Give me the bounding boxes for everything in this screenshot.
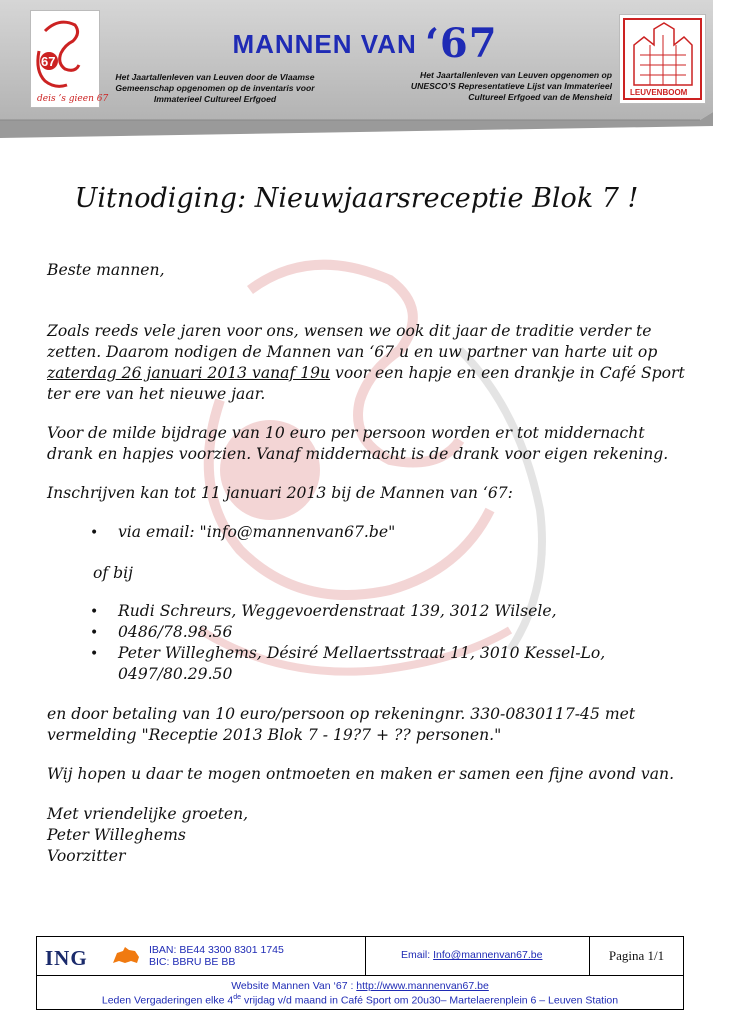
closing: Met vriendelijke groeten, — [47, 805, 249, 823]
paragraph-2-line-2: drank en hapjes voorzien. Vanaf middernacht is de drank voor eigen rekening. — [47, 445, 669, 463]
meetings-line — [37, 992, 683, 1007]
leuvenboom-logo — [619, 14, 706, 104]
bullet-phone-2: 0497/80.29.50 — [118, 665, 233, 683]
paragraph-4-line-2: vermelding "Receptie 2013 Blok 7 - 19?7 + ?? personen." — [47, 726, 502, 744]
footer-bank-cell — [37, 937, 366, 975]
of-bij: of bij — [93, 564, 133, 582]
signer-role: Voorzitter — [47, 847, 126, 865]
header-title — [200, 20, 530, 67]
bullet-marker: • — [90, 604, 99, 620]
greeting: Beste mannen, — [47, 261, 165, 279]
subtitle-right: Het Jaartallenleven van Leuven opgenomen op UNESCO’S Representatieve Lijst van Immaterieel Cultureel Erfgoed van de Mensheid — [410, 70, 612, 102]
page-number: Pagina 1/1 — [608, 948, 665, 963]
signer-name: Peter Willeghems — [47, 826, 186, 844]
bullet-phone-1: 0486/78.98.56 — [118, 623, 233, 641]
bank-details — [149, 944, 284, 968]
footer-row-top — [37, 937, 683, 976]
paragraph-4-line-1: en door betaling van 10 euro/persoon op rekeningnr. 330-0830117-45 met — [47, 705, 636, 723]
bullet-contact-1: Rudi Schreurs, Weggevoerdenstraat 139, 3012 Wilsele, — [118, 602, 557, 620]
website-link[interactable]: http://www.mannenvan67.be — [356, 980, 489, 992]
paragraph-2-line-1: Voor de milde bijdrage van 10 euro per persoon worden er tot middernacht — [47, 424, 645, 442]
svg-text:LEUVENBOOM: LEUVENBOOM — [630, 88, 688, 97]
event-location: voor een hapje en een drankje in Café Sport — [330, 364, 685, 382]
header-title-prefix: MANNEN VAN — [232, 29, 425, 59]
footer-page-cell — [590, 937, 683, 975]
meetings-sup: de — [233, 994, 242, 1001]
svg-text:deis ’s gieen 67: deis ’s gieen 67 — [37, 94, 109, 104]
bullet-contact-2: Peter Willeghems, Désiré Mellaertsstraat 11, 3010 Kessel-Lo, — [118, 644, 606, 662]
paragraph-5: Wij hopen u daar te mogen ontmoeten en maken er samen een fijne avond van. — [47, 765, 675, 783]
footer-row-bottom — [37, 976, 683, 1007]
letter-title: Uitnodiging: Nieuwjaarsreceptie Blok 7 ! — [74, 183, 639, 214]
footer-email-cell — [366, 937, 590, 975]
bullet-email: via email: "info@mannenvan67.be" — [118, 523, 396, 541]
email-line — [401, 949, 542, 961]
meetings-text-b: vrijdag v/d maand in Café Sport om 20u30– Martelaerenplein 6 – Leuven Station — [241, 994, 619, 1007]
header-title-number: ‘67 — [424, 20, 498, 67]
meetings-text-a: Leden Vergaderingen elke 4 — [101, 994, 234, 1007]
mannen-van-67-logo — [30, 10, 109, 108]
website-line — [37, 980, 683, 992]
svg-text:67: 67 — [41, 54, 56, 69]
ing-logo: ING — [45, 946, 88, 970]
paragraph-1-line-2: zetten. Daarom nodigen de Mannen van ‘67 u en uw partner van harte uit op — [47, 343, 658, 361]
email-label: Email: — [401, 949, 434, 961]
event-date: zaterdag 26 januari 2013 vanaf 19u — [47, 364, 331, 382]
header-band — [0, 0, 713, 140]
email-link[interactable]: Info@mannenvan67.be — [433, 949, 543, 961]
iban-text: IBAN: BE44 3300 8301 1745 — [149, 944, 284, 956]
bullet-marker: • — [90, 625, 99, 641]
paragraph-1-line-3 — [47, 363, 687, 384]
paragraph-3: Inschrijven kan tot 11 januari 2013 bij de Mannen van ‘67: — [47, 484, 513, 502]
paragraph-1-line-4: ter ere van het nieuwe jaar. — [47, 385, 266, 403]
bullet-marker: • — [90, 525, 99, 541]
footer-table — [36, 936, 684, 1010]
subtitle-left: Het Jaartallenleven van Leuven door de Vlaamse Gemeenschap opgenomen op de inventaris voor Immaterieel Cultureel Erfgoed — [115, 72, 315, 104]
website-label: Website Mannen Van ‘67 : — [231, 980, 357, 992]
paragraph-1-line-1: Zoals reeds vele jaren voor ons, wensen we ook dit jaar de traditie verder te — [47, 322, 652, 340]
ing-lion-icon — [111, 945, 141, 967]
bic-text: BIC: BBRU BE BB — [149, 956, 236, 968]
bullet-marker: • — [90, 646, 99, 662]
